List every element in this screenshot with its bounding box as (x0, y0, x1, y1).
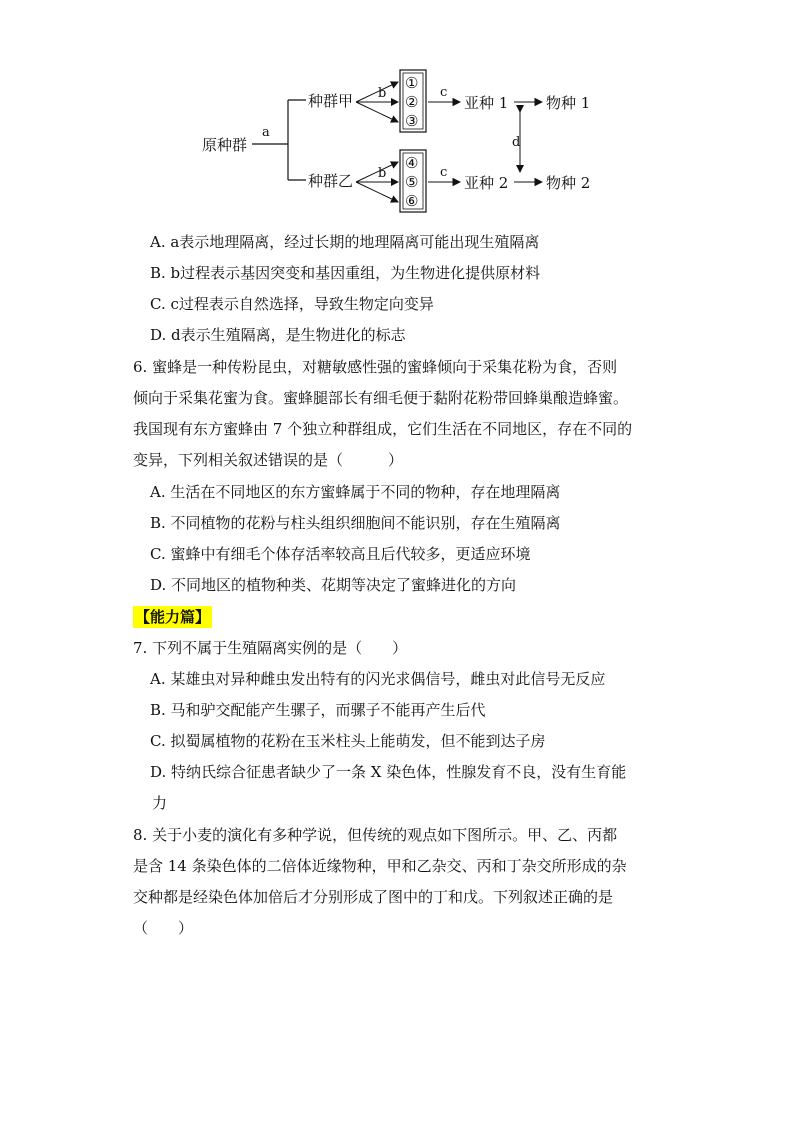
origin-population: 原种群 (202, 136, 248, 154)
q8-stem-line-3: 交种都是经染色体加倍后才分别形成了图中的丁和戊。下列叙述正确的是 (133, 888, 614, 906)
label-c-bottom: c (440, 165, 448, 180)
label-b-bottom: b (378, 166, 387, 181)
q5-option-c: C. c过程表示自然选择，导致生物定向变异 (150, 295, 434, 313)
q8-stem-line-1: 8. 关于小麦的演化有多种学说，但传统的观点如下图所示。甲、乙、丙都 (133, 826, 618, 844)
q6-option-d: D. 不同地区的植物种类、花期等决定了蜜蜂进化的方向 (150, 576, 517, 594)
q6-stem-line-3: 我国现有东方蜜蜂由 7 个独立种群组成，它们生活在不同地区，存在不同的 (133, 420, 633, 438)
label-a: a (262, 125, 270, 140)
q6-stem-line-4: 变异，下列相关叙述错误的是（ ） (133, 451, 404, 469)
arrow-b6 (356, 182, 398, 202)
q7-option-a: A. 某雄虫对异种雌虫发出特有的闪光求偶信号，雌虫对此信号无反应 (150, 670, 606, 688)
q5-option-d: D. d表示生殖隔离，是生物进化的标志 (150, 326, 406, 344)
q7-option-d: D. 特纳氏综合征患者缺少了一条 X 染色体，性腺发育不良，没有生育能 (150, 763, 627, 781)
label-b-top: b (378, 86, 387, 101)
q8-stem-line-2: 是含 14 条染色体的二倍体近缘物种，甲和乙杂交、丙和丁杂交所形成的杂 (133, 857, 627, 875)
q6-option-b: B. 不同植物的花粉与柱头组织细胞间不能识别，存在生殖隔离 (150, 514, 561, 532)
arrow-b1 (356, 82, 398, 102)
q8-stem-line-4: （ ） (133, 919, 194, 937)
label-c-top: c (440, 85, 448, 100)
q7-option-b: B. 马和驴交配能产生骡子，而骡子不能再产生后代 (150, 701, 486, 719)
speciation-diagram-svg (190, 64, 630, 220)
variant-5: ⑤ (405, 173, 419, 191)
q5-option-b: B. b过程表示基因突变和基因重组，为生物进化提供原材料 (150, 264, 541, 282)
population-a: 种群甲 (308, 92, 354, 110)
population-b: 种群乙 (308, 172, 354, 190)
species-1: 物种 1 (546, 94, 591, 112)
variant-1: ① (405, 74, 419, 92)
arrow-b4 (356, 162, 398, 182)
q6-stem-line-1: 6. 蜜蜂是一种传粉昆虫，对糖敏感性强的蜜蜂倾向于采集花粉为食，否则 (133, 358, 618, 376)
q7-option-d-continued: 力 (152, 794, 168, 812)
arrow-b3 (356, 102, 398, 122)
label-d: d (512, 135, 521, 150)
variant-3: ③ (405, 112, 419, 130)
section-heading: 【能力篇】 (135, 608, 211, 626)
species-2: 物种 2 (546, 174, 591, 192)
variant-4: ④ (405, 154, 419, 172)
q6-stem-line-2: 倾向于采集花蜜为食。蜜蜂腿部长有细毛便于黏附花粉带回蜂巢酿造蜂蜜。 (133, 389, 629, 407)
q6-option-c: C. 蜜蜂中有细毛个体存活率较高且后代较多，更适应环境 (150, 545, 531, 563)
variant-6: ⑥ (405, 192, 419, 210)
q7-stem: 7. 下列不属于生殖隔离实例的是（ ） (133, 639, 408, 657)
speciation-diagram (190, 64, 630, 220)
q6-option-a: A. 生活在不同地区的东方蜜蜂属于不同的物种，存在地理隔离 (150, 483, 561, 501)
subspecies-2: 亚种 2 (464, 174, 509, 192)
q7-option-c: C. 拟蜀属植物的花粉在玉米柱头上能萌发，但不能到达子房 (150, 732, 546, 750)
variant-2: ② (405, 93, 419, 111)
q5-option-a: A. a表示地理隔离，经过长期的地理隔离可能出现生殖隔离 (150, 233, 540, 251)
subspecies-1: 亚种 1 (464, 94, 509, 112)
